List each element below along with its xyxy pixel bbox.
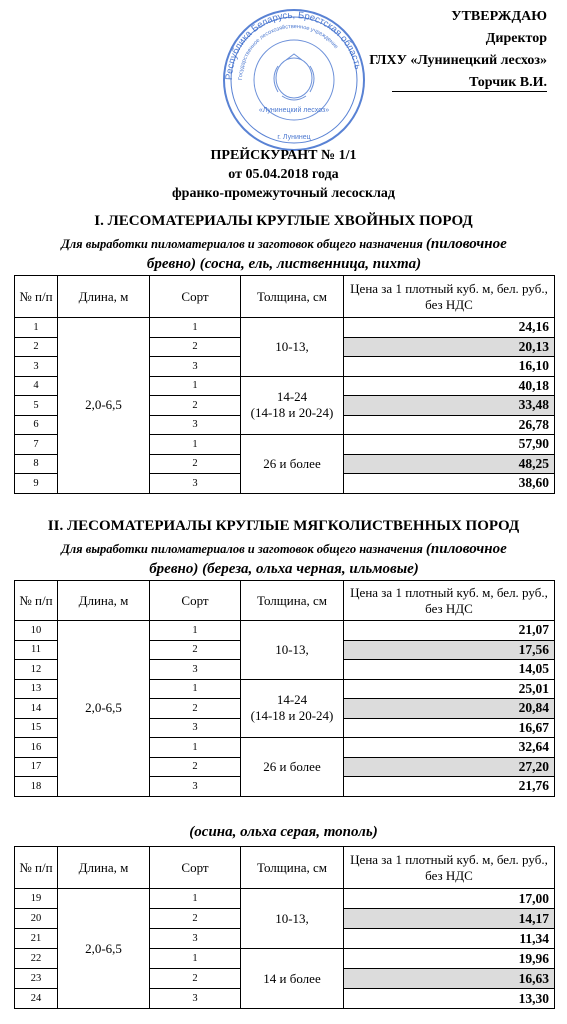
col-thickness-header: Толщина, см [241,276,344,318]
grade-cell: 3 [150,929,241,949]
length-cell: 2,0-6,5 [58,318,150,494]
price-table-1 [14,275,555,494]
row-number: 19 [15,889,58,909]
price-cell: 57,90 [344,435,555,455]
svg-text:г. Лунинец: г. Лунинец [277,134,311,141]
price-cell: 25,01 [344,679,555,699]
section-1-title: I. ЛЕСОМАТЕРИАЛЫ КРУГЛЫЕ ХВОЙНЫХ ПОРОД [94,213,473,229]
grade-cell: 3 [150,474,241,494]
row-number: 21 [15,929,58,949]
price-cell: 21,76 [344,777,555,797]
grade-cell: 2 [150,699,241,719]
price-cell: 17,00 [344,889,555,909]
thickness-cell: 26 и более [241,738,344,797]
row-number: 16 [15,738,58,758]
section-2-title: II. ЛЕСОМАТЕРИАЛЫ КРУГЛЫЕ МЯГКОЛИСТВЕННЫХ ПОРОД [47,518,520,534]
row-number: 23 [15,969,58,989]
price-cell: 14,05 [344,660,555,680]
svg-text:Республика Беларусь, Брестская: Республика Беларусь, Брестская область [223,9,364,81]
grade-cell: 3 [150,415,241,435]
row-number: 12 [15,660,58,680]
section-1-species: бревно) (сосна, ель, лиственница, пихта) [146,256,422,272]
row-number: 15 [15,718,58,738]
price-cell: 21,07 [344,621,555,641]
price-table-3 [14,846,555,1009]
row-number: 22 [15,949,58,969]
thickness-cell: 14-24 (14-18 и 20-24) [241,376,344,435]
col-price-header: Цена за 1 плотный куб. м, бел. руб., без НДС [344,847,555,889]
col-thickness-header: Толщина, см [241,581,344,621]
price-cell: 13,30 [344,989,555,1009]
grade-cell: 1 [150,889,241,909]
grade-cell: 1 [150,738,241,758]
approval-block [369,6,547,94]
col-num-header: № п/п [15,581,58,621]
row-number: 7 [15,435,58,455]
row-number: 1 [15,318,58,338]
price-cell: 20,13 [344,337,555,357]
grade-cell: 3 [150,660,241,680]
length-cell: 2,0-6,5 [58,889,150,1009]
grade-cell: 2 [150,640,241,660]
price-cell: 24,16 [344,318,555,338]
table-header-row [15,581,555,621]
section-1-purpose: Для выработки пиломатериалов и заготовок общего назначения (пиловочное бревно) (сосна, ель, лиственница, пихта) [61,236,507,272]
grade-cell: 3 [150,989,241,1009]
grade-cell: 1 [150,318,241,338]
row-number: 24 [15,989,58,1009]
row-number: 20 [15,909,58,929]
approval-position: Директор [485,31,547,46]
grade-cell: 2 [150,757,241,777]
approval-organization: ГЛХУ «Лунинецкий лесхоз» [369,53,547,68]
grade-cell: 1 [150,679,241,699]
col-price-header: Цена за 1 плотный куб. м, бел. руб., без НДС [344,276,555,318]
price-cell: 26,78 [344,415,555,435]
col-grade-header: Сорт [150,581,241,621]
row-number: 9 [15,474,58,494]
row-number: 14 [15,699,58,719]
col-grade-header: Сорт [150,847,241,889]
grade-cell: 3 [150,777,241,797]
thickness-cell: 26 и более [241,435,344,494]
row-number: 6 [15,415,58,435]
table-row [15,889,555,909]
grade-cell: 2 [150,454,241,474]
svg-text:Государственное лесохозяйствен: Государственное лесохозяйственное учреждение [237,23,339,81]
svg-text:«Лунинецкий лесхоз»: «Лунинецкий лесхоз» [258,107,330,114]
grade-cell: 1 [150,621,241,641]
col-length-header: Длина, м [58,581,150,621]
table-row [15,621,555,641]
official-stamp [220,6,368,154]
col-price-header: Цена за 1 плотный куб. м, бел. руб., без НДС [344,581,555,621]
section-2-species: бревно) (береза, ольха черная, ильмовые) [149,561,419,577]
document-date: от 05.04.2018 года [228,167,339,182]
row-number: 5 [15,396,58,416]
grade-cell: 1 [150,949,241,969]
approval-title: УТВЕРЖДАЮ [451,9,547,24]
thickness-cell: 10-13, [241,621,344,680]
document-subtitle: франко-промежуточный лесосклад [171,186,396,201]
price-cell: 38,60 [344,474,555,494]
document-title: ПРЕЙСКУРАНТ № 1/1 [210,148,357,163]
price-cell: 11,34 [344,929,555,949]
row-number: 2 [15,337,58,357]
thickness-cell: 10-13, [241,318,344,377]
col-grade-header: Сорт [150,276,241,318]
grade-cell: 2 [150,337,241,357]
signature-line [392,91,547,92]
row-number: 3 [15,357,58,377]
grade-cell: 1 [150,376,241,396]
price-cell: 16,63 [344,969,555,989]
row-number: 11 [15,640,58,660]
price-cell: 16,10 [344,357,555,377]
row-number: 8 [15,454,58,474]
thickness-cell: 14-24 (14-18 и 20-24) [241,679,344,738]
col-length-header: Длина, м [58,847,150,889]
row-number: 17 [15,757,58,777]
thickness-cell: 10-13, [241,889,344,949]
col-num-header: № п/п [15,847,58,889]
table-header-row [15,847,555,889]
table-row [15,318,555,338]
price-cell: 14,17 [344,909,555,929]
length-cell: 2,0-6,5 [58,621,150,797]
grade-cell: 1 [150,435,241,455]
price-cell: 33,48 [344,396,555,416]
grade-cell: 2 [150,396,241,416]
price-cell: 27,20 [344,757,555,777]
col-num-header: № п/п [15,276,58,318]
table-header-row [15,276,555,318]
row-number: 10 [15,621,58,641]
approval-signatory: Торчик В.И. [469,75,547,90]
section-3-species: (осина, ольха серая, тополь) [189,824,378,840]
grade-cell: 3 [150,718,241,738]
price-cell: 20,84 [344,699,555,719]
grade-cell: 2 [150,969,241,989]
grade-cell: 2 [150,909,241,929]
price-cell: 17,56 [344,640,555,660]
row-number: 4 [15,376,58,396]
row-number: 18 [15,777,58,797]
row-number: 13 [15,679,58,699]
col-length-header: Длина, м [58,276,150,318]
price-cell: 19,96 [344,949,555,969]
col-thickness-header: Толщина, см [241,847,344,889]
price-cell: 40,18 [344,376,555,396]
price-table-2 [14,580,555,797]
grade-cell: 3 [150,357,241,377]
price-cell: 48,25 [344,454,555,474]
price-cell: 32,64 [344,738,555,758]
price-cell: 16,67 [344,718,555,738]
thickness-cell: 14 и более [241,949,344,1009]
section-2-purpose: Для выработки пиломатериалов и заготовок общего назначения (пиловочное бревно) (береза, ольха черная, ильмовые) [61,541,507,577]
